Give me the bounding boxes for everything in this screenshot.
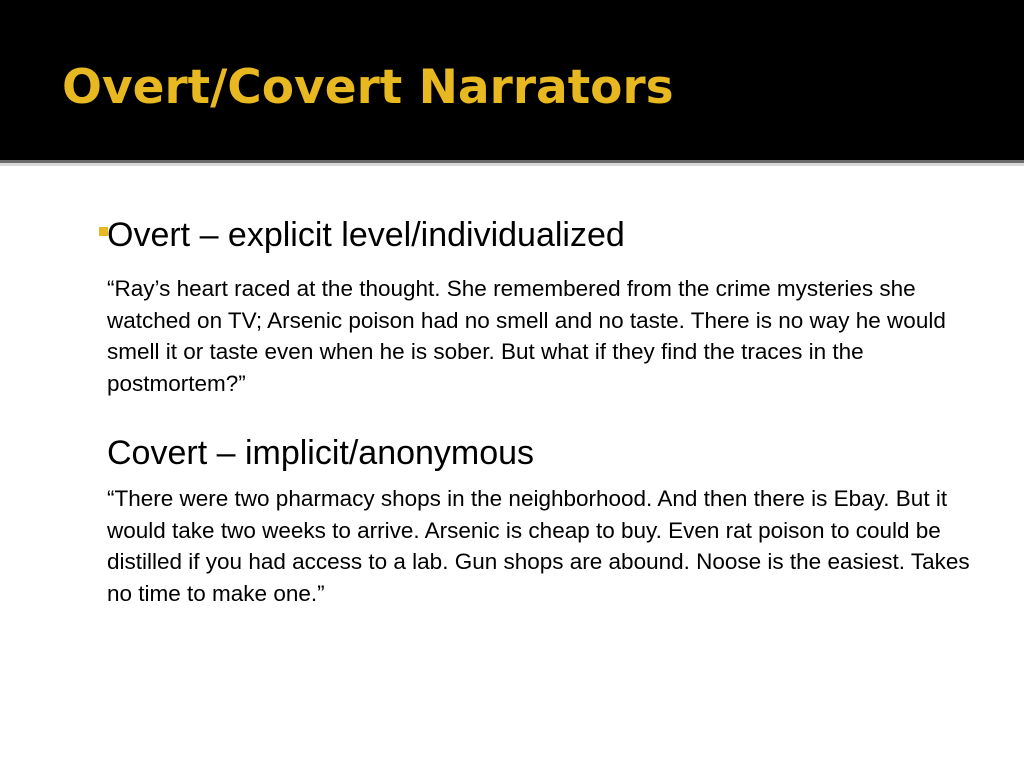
overt-quote: “Ray’s heart raced at the thought. She remembered from the crime mysteries she watched on TV; Arsenic poison had no smell and no taste. There is no way he would smell it or taste even when he is sober. But what if they find the traces in the postmortem?” [107, 276, 946, 396]
covert-heading: Covert – implicit/anonymous [107, 434, 535, 472]
title-bar [0, 0, 1024, 160]
title-divider-light [0, 163, 1024, 166]
slide-title: Overt/Covert Narrators [62, 60, 674, 115]
covert-quote: “There were two pharmacy shops in the neighborhood. And then there is Ebay. But it would take two weeks to arrive. Arsenic is cheap to buy. Even rat poison to could be distilled if you had access to a lab. Gun shops are abound. Noose is the easiest. Takes no time to make one.” [107, 486, 970, 606]
overt-heading: Overt – explicit level/individualized [107, 216, 625, 254]
